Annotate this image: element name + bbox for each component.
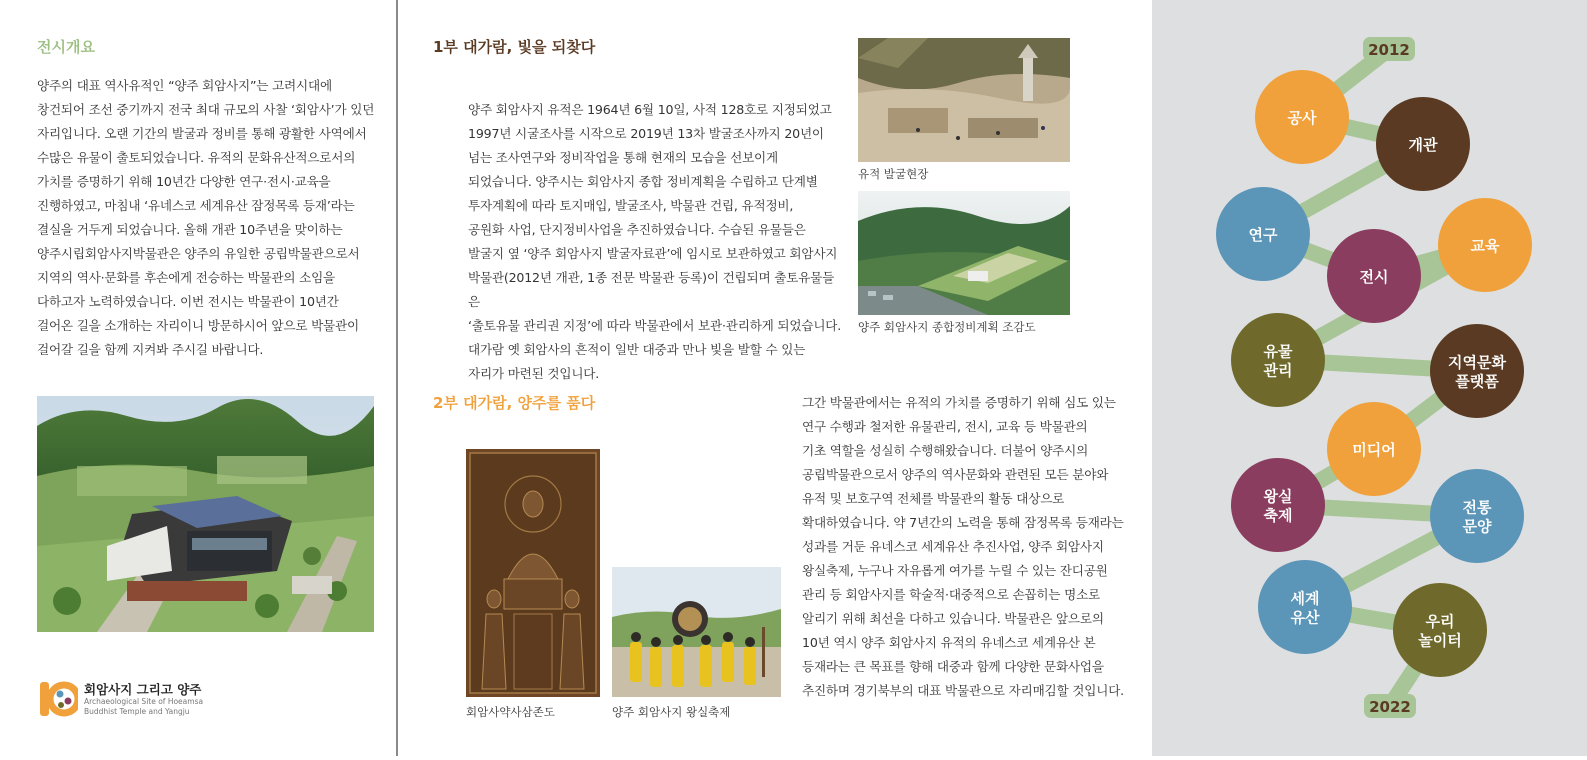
timeline-node-label: 유물 (1263, 342, 1293, 361)
timeline-node (1258, 560, 1352, 654)
timeline-diagram (1152, 0, 1587, 756)
timeline-node (1376, 97, 1470, 191)
timeline-node-label: 우리 (1425, 612, 1455, 631)
timeline-node (1216, 187, 1310, 281)
timeline-node-label: 플랫폼 (1455, 372, 1499, 391)
timeline-node-label: 공사 (1287, 109, 1317, 127)
logo-subtitle: Archaeological Site of Hoeamsa Buddhist Temple and Yangju (84, 697, 204, 716)
svg-text:2012: 2012 (1368, 41, 1410, 59)
part1-body: 양주 회암사지 유적은 1964년 6월 10일, 사적 128호로 지정되었고 1997년 시굴조사를 시작으로 2019년 13차 발굴조사까지 20년이 넘는 조사연구와 정비작업을 통해 현재의 모습을 선보이게 되었습니다. 양주시는 회암사지 종합 정비계획을 수립하고 단계별 투자계획에 따라 토지매입, 발굴조사, 박물관 건립, 유적정비, 공원화 사업, 단지정비사업을 추진하였습니다. 수습된 유물들은 발굴지 옆 ‘양주 회암사지 발굴자료관’에 임시로 보관하였고 회암사지 박물관(2012년 개관, 1종 전문 박물관 등록)이 건립되며 출토유물들은 ‘출토유물 관리권 지정’에 따라 박물관에서 보관·관리하게 되었습니다. 대가람 옛 회암사의 흔적이 일반 대중과 만나 빛을 발할 수 있는 자리가 마련된 것입니다. (468, 102, 842, 381)
svg-text:2022: 2022 (1369, 698, 1411, 716)
timeline-node (1255, 70, 1349, 164)
timeline-panel (1152, 0, 1587, 756)
part1-heading: 1부 대가람, 빛을 되찾다 (433, 38, 596, 56)
timeline-node-label: 미디어 (1352, 441, 1396, 459)
timeline-node (1327, 229, 1421, 323)
part2-body: 그간 박물관에서는 유적의 가치를 증명하기 위해 심도 있는 연구 수행과 철저한 유물관리, 전시, 교육 등 박물관의 기초 역할을 성실히 수행해왔습니다. 더불어 양주시의 공립박물관으로서 양주의 역사문화와 관련된 모든 분야와 유적 및 보호구역 전체를 박물관의 활동 대상으로 확대하였습니다. 약 7년간의 노력을 통해 잠정목록 등재라는 성과를 거둔 유네스코 세계유산 추진사업, 양주 회암사지 왕실축제, 누구나 자유롭게 여가를 누릴 수 있는 잔디공원 관리 등 회암사지를 학술적·대중적으로 손꼽히는 명소로 알리기 위해 최선을 다하고 있습니다. 박물관은 앞으로의 10년 역시 양주 회암사지 유적의 유네스코 세계유산 본 등재라는 큰 목표를 향해 대중과 함께 다양한 문화사업을 추진하며 경기북부의 대표 박물관으로 자리매김할 것입니다. (802, 395, 1124, 698)
timeline-node-label: 축제 (1263, 506, 1293, 525)
timeline-node-label: 문양 (1462, 517, 1492, 536)
timeline-node-label: 교육 (1470, 237, 1500, 255)
timeline-node (1430, 469, 1524, 563)
timeline-node (1231, 313, 1325, 407)
timeline-node-label: 세계 (1290, 589, 1320, 608)
timeline-node-label: 유산 (1290, 608, 1320, 627)
excavation-site-photo (858, 38, 1070, 162)
timeline-node (1393, 583, 1487, 677)
part2-caption2: 양주 회암사지 왕실축제 (612, 705, 731, 719)
part1-caption1: 유적 발굴현장 (858, 167, 929, 181)
master-plan-rendering (858, 191, 1070, 315)
column-divider (396, 0, 398, 756)
timeline-node-label: 지역문화 (1448, 353, 1506, 372)
timeline-node-label: 놀이터 (1418, 631, 1462, 650)
timeline-node-label: 개관 (1408, 136, 1438, 154)
royal-festival-photo (612, 567, 781, 697)
timeline-start-year (1363, 37, 1415, 61)
timeline-node (1430, 324, 1524, 418)
overview-heading: 전시개요 (37, 38, 95, 56)
timeline-node (1438, 198, 1532, 292)
anniversary-logo-mark (38, 679, 78, 719)
overview-body: 양주의 대표 역사유적인 “양주 회암사지”는 고려시대에 창건되어 조선 중기까지 전국 최대 규모의 사찰 ‘회암사’가 있던 자리입니다. 오랜 기간의 발굴과 정비를 통해 광활한 사역에서 수많은 유물이 출토되었습니다. 유적의 문화유산적으로서의 가치를 증명하기 위해 10년간 다양한 연구·전시·교육을 진행하였고, 마침내 ‘유네스코 세계유산 잠정목록 등재’라는 결실을 거두게 되었습니다. 올해 개관 10주년을 맞이하는 양주시립회암사지박물관은 양주의 유일한 공립박물관으로서 지역의 역사·문화를 후손에게 전승하는 박물관의 소임을 다하고자 노력하였습니다. 이번 전시는 박물관이 10년간 걸어온 길을 소개하는 자리이니 방문하시어 앞으로 박물관이 걸어갈 길을 함께 지켜봐 주시길 바랍니다. (37, 78, 375, 357)
part2-heading: 2부 대가람, 양주를 품다 (433, 394, 596, 412)
timeline-node-label: 왕실 (1263, 487, 1293, 506)
museum-aerial-photo (37, 396, 374, 632)
timeline-node-label: 관리 (1263, 361, 1293, 380)
timeline-node-label: 전통 (1462, 498, 1492, 517)
timeline-node (1327, 402, 1421, 496)
logo-title: 회암사지 그리고 양주 (84, 682, 202, 697)
timeline-node (1231, 458, 1325, 552)
part2-caption1: 회암사약사삼존도 (466, 705, 555, 719)
buddha-triad-painting (466, 449, 600, 697)
part1-caption2: 양주 회암사지 종합정비계획 조감도 (858, 320, 1036, 334)
timeline-node-label: 연구 (1248, 226, 1278, 244)
timeline-end-year (1364, 694, 1416, 718)
timeline-node-label: 전시 (1359, 268, 1389, 286)
